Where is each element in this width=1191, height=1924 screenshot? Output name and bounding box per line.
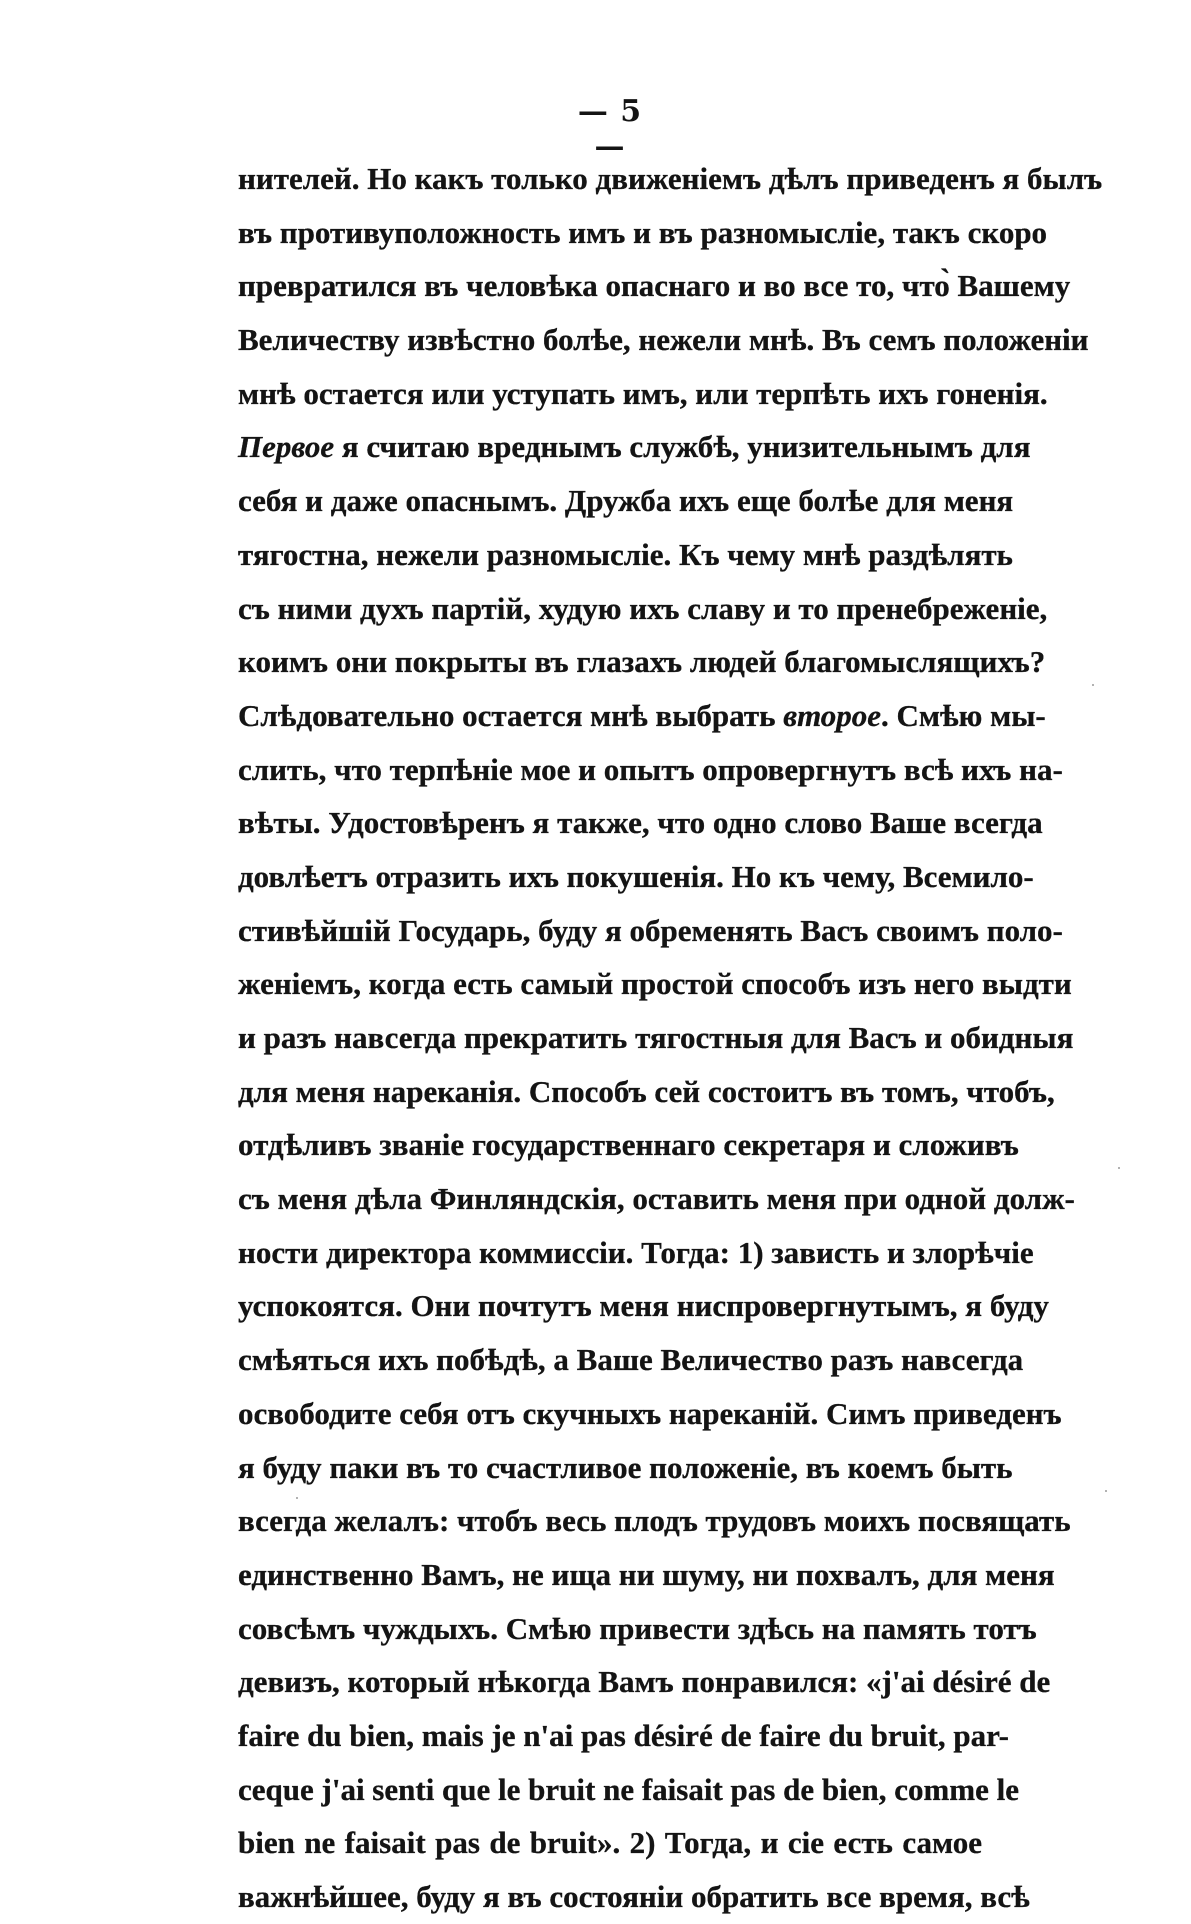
line-text: Слѣдовательно остается мнѣ выбрать xyxy=(238,697,784,733)
line-text: я считаю вреднымъ службѣ, унизительнымъ для xyxy=(334,429,1031,465)
text-line xyxy=(238,1816,982,1870)
text-line xyxy=(238,152,1103,206)
line-text: важнѣйшее, буду я въ состояніи обратить все время, всѣ xyxy=(238,1879,1030,1914)
text-line xyxy=(238,904,1063,958)
line-text: мнѣ остается или уступать имъ, или терпѣть ихъ гоненія. xyxy=(238,375,1048,411)
line-text: всегда желалъ: чтобъ весь плодъ трудовъ моихъ посвящать xyxy=(238,1503,1071,1539)
emphasized-text: второе xyxy=(783,697,882,733)
text-line xyxy=(238,689,1046,743)
emphasized-text: Первое xyxy=(238,429,335,465)
text-line xyxy=(238,796,1043,850)
text-line xyxy=(238,1548,1055,1602)
text-line xyxy=(238,1333,1024,1387)
scan-speck xyxy=(1105,1490,1107,1492)
line-text: faire du bien, mais je n'ai pas désiré de faire du bruit, par- xyxy=(238,1717,1010,1753)
text-line xyxy=(238,474,1014,528)
line-text: женіемъ, когда есть самый простой способъ изъ него выдти xyxy=(238,966,1072,1002)
line-text: смѣяться ихъ побѣдѣ, а Ваше Величество разъ навсегда xyxy=(238,1342,1024,1378)
line-text: превратился въ человѣка опаснаго и во все то, что̀ Вашему xyxy=(238,268,1071,304)
text-line xyxy=(238,367,1048,421)
text-line xyxy=(238,1602,1037,1656)
line-text: ности директора коммиссіи. Тогда: 1) зависть и злорѣчіе xyxy=(238,1234,1034,1270)
text-line xyxy=(238,743,1063,797)
line-text: я буду паки въ то счастливое положеніе, въ коемъ быть xyxy=(238,1449,1013,1485)
text-line xyxy=(238,259,1071,313)
text-line xyxy=(238,206,1048,260)
text-line xyxy=(238,1118,1019,1172)
line-text: отдѣливъ званіе государственнаго секретаря и сложивъ xyxy=(238,1127,1019,1163)
text-line xyxy=(238,420,1031,474)
text-line xyxy=(238,1870,1030,1924)
text-line xyxy=(238,957,1072,1011)
line-text: съ ними духъ партій, худую ихъ славу и то пренебреженіе, xyxy=(238,590,1048,626)
text-line xyxy=(238,1763,1019,1817)
line-text: вѣты. Удостовѣренъ я также, что одно слово Ваше всегда xyxy=(238,805,1043,841)
line-text: успокоятся. Они почтутъ меня ниспровергнутымъ, я буду xyxy=(238,1288,1049,1324)
line-text: въ противуположность имъ и въ разномысліе, такъ скоро xyxy=(238,214,1048,250)
line-text: девизъ, который нѣкогда Вамъ понравился: «j'ai désiré de xyxy=(238,1664,1051,1700)
line-text: коимъ они покрыты въ глазахъ людей благомыслящихъ? xyxy=(238,644,1046,680)
text-line xyxy=(238,1387,1062,1441)
text-line xyxy=(238,1279,1049,1333)
line-text: съ меня дѣла Финляндскія, оставить меня при одной долж- xyxy=(238,1181,1075,1217)
line-text: себя и даже опаснымъ. Дружба ихъ еще болѣе для меня xyxy=(238,483,1014,519)
line-text: bien ne faisait pas de bruit». 2) Тогда, и сіе есть самое xyxy=(238,1825,982,1861)
line-text: . Смѣю мы- xyxy=(881,697,1046,733)
line-text: довлѣетъ отразить ихъ покушенія. Но къ чему, Всемило- xyxy=(238,858,1034,894)
line-text: и разъ навсегда прекратить тягостныя для Васъ и обидныя xyxy=(238,1020,1074,1055)
scan-speck xyxy=(1092,684,1094,686)
text-line xyxy=(238,582,1048,636)
text-line xyxy=(238,1065,1055,1119)
text-line xyxy=(238,1226,1034,1280)
line-text: для меня нареканія. Способъ сей состоитъ въ томъ, чтобъ, xyxy=(238,1073,1055,1109)
line-text: слить, что терпѣніе мое и опытъ опровергнутъ всѣ ихъ на- xyxy=(238,751,1063,787)
body-text xyxy=(238,152,1103,1924)
line-text: совсѣмъ чуждыхъ. Смѣю привести здѣсь на память тотъ xyxy=(238,1610,1037,1646)
line-text: освободите себя отъ скучныхъ нареканій. Симъ приведенъ xyxy=(238,1395,1062,1431)
text-line xyxy=(238,1655,1051,1709)
text-line xyxy=(238,528,1013,582)
text-line xyxy=(238,313,1089,367)
line-text: стивѣйшій Государь, буду я обременять Васъ своимъ поло- xyxy=(238,912,1063,948)
line-text: тягостна, нежели разномысліе. Къ чему мнѣ раздѣлять xyxy=(238,536,1013,572)
line-text: Величеству извѣстно болѣе, нежели мнѣ. Въ семъ положеніи xyxy=(238,322,1089,358)
text-line xyxy=(238,635,1046,689)
page-number: — 5 — xyxy=(577,94,643,164)
text-line xyxy=(238,1011,1074,1065)
scan-speck xyxy=(296,1497,298,1499)
scan-speck xyxy=(1118,1167,1120,1169)
line-text: ceque j'ai senti que le bruit ne faisait pas de bien, comme le xyxy=(238,1771,1019,1807)
line-text: единственно Вамъ, не ища ни шуму, ни похвалъ, для меня xyxy=(238,1556,1055,1592)
text-line xyxy=(238,850,1034,904)
line-text: нителей. Но какъ только движеніемъ дѣлъ приведенъ я былъ xyxy=(238,161,1103,196)
text-line xyxy=(238,1172,1075,1226)
text-line xyxy=(238,1494,1071,1548)
text-line xyxy=(238,1709,1010,1763)
text-line xyxy=(238,1441,1013,1495)
